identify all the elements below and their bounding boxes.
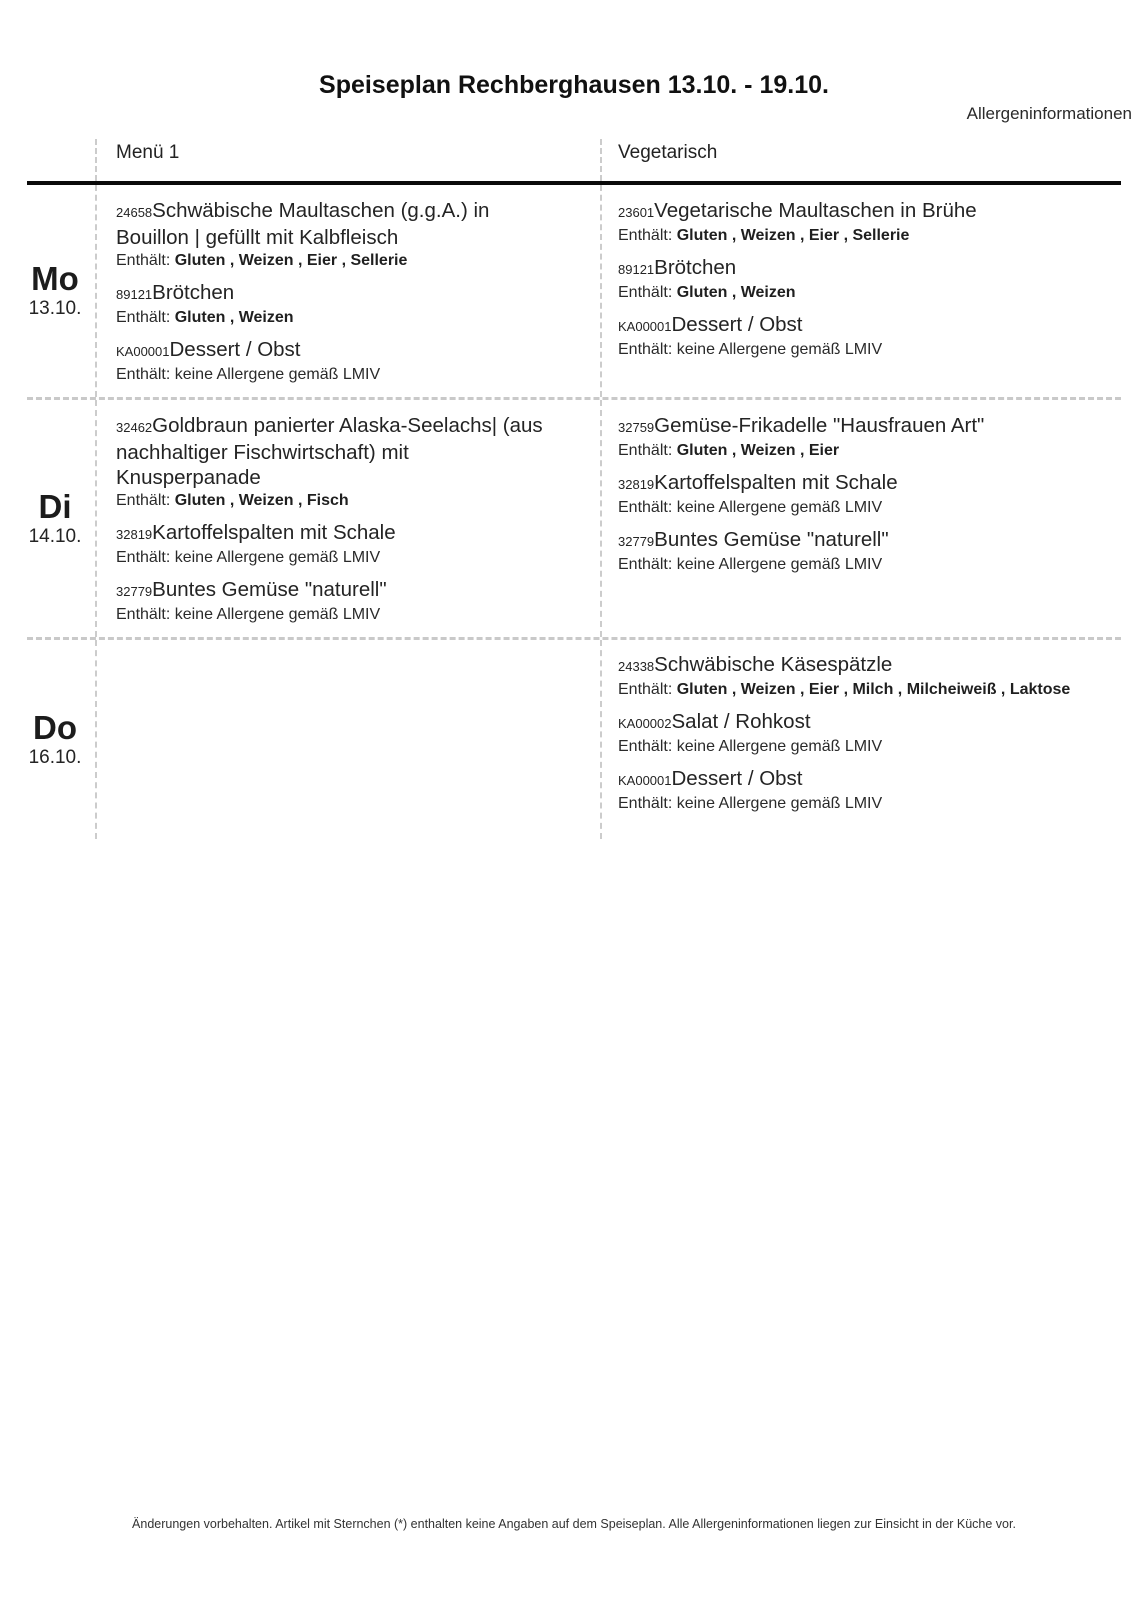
contains-label: Enthält:: [116, 492, 171, 509]
item-title: [618, 527, 1076, 554]
allergen-list: Gluten , Weizen: [174, 309, 294, 326]
contains-label: Enthält:: [618, 738, 673, 755]
menu-item: [618, 470, 1076, 518]
item-allergens: [618, 736, 1076, 757]
item-allergens: [116, 490, 550, 511]
item-allergens: [618, 793, 1076, 814]
allergen-info-label: Allergeninformationen: [966, 104, 1132, 123]
item-title: [116, 337, 550, 364]
allergen-list: keine Allergene gemäß LMIV: [676, 341, 883, 358]
item-name: Dessert / Obst: [671, 767, 803, 790]
item-title: [618, 198, 1076, 225]
allergen-list: keine Allergene gemäß LMIV: [174, 549, 381, 566]
contains-label: Enthält:: [116, 549, 171, 566]
item-name: Schwäbische Käsespätzle: [654, 653, 893, 676]
item-name: Schwäbische Maultaschen (g.g.A.) in Bouillon | gefüllt mit Kalbfleisch: [116, 199, 490, 249]
menu-item: [618, 709, 1076, 757]
item-name: Buntes Gemüse "naturell": [654, 528, 889, 551]
item-title: [618, 470, 1076, 497]
menu-item: [618, 413, 1076, 461]
contains-label: Enthält:: [618, 795, 673, 812]
contains-label: Enthält:: [618, 341, 673, 358]
item-title: [618, 255, 1076, 282]
allergen-list: Gluten , Weizen , Eier: [676, 442, 840, 459]
contains-label: Enthält:: [618, 442, 673, 459]
item-name: Buntes Gemüse "naturell": [152, 578, 387, 601]
menu1-cell-monday: [95, 185, 600, 397]
item-code: 32779: [116, 584, 153, 599]
table-row-monday: [27, 185, 1121, 400]
item-title: [116, 413, 550, 490]
item-allergens: [116, 604, 550, 625]
item-code: 89121: [116, 287, 153, 302]
page-title: Speiseplan Rechberghausen 13.10. - 19.10.: [319, 71, 829, 99]
item-title: [116, 520, 550, 547]
allergen-list: Gluten , Weizen: [676, 284, 796, 301]
item-title: [618, 413, 1076, 440]
item-allergens: [618, 497, 1076, 518]
item-name: Goldbraun panierter Alaska-Seelachs| (aus nachhaltiger Fischwirtschaft) mit Knusperpanade: [116, 414, 543, 489]
day-date: 14.10.: [28, 525, 82, 547]
allergen-list: Gluten , Weizen , Fisch: [174, 492, 349, 509]
item-title: [618, 766, 1076, 793]
contains-label: Enthält:: [618, 499, 673, 516]
table-row-tuesday: [27, 400, 1121, 640]
menu-item: [618, 312, 1076, 360]
item-name: Kartoffelspalten mit Schale: [152, 521, 396, 544]
contains-label: Enthält:: [116, 366, 171, 383]
item-code: 32819: [618, 477, 655, 492]
table-header-row: [27, 139, 1121, 185]
menu-item: [618, 652, 1076, 700]
menu-item: [116, 520, 550, 568]
vegetarisch-cell-monday: [600, 185, 1121, 397]
menu1-cell-tuesday: [95, 400, 600, 637]
item-code: 24338: [618, 659, 655, 674]
item-code: 89121: [618, 262, 655, 277]
item-name: Brötchen: [152, 281, 235, 304]
menu-item: [116, 337, 550, 385]
item-allergens: [618, 282, 1076, 303]
contains-label: Enthält:: [618, 227, 673, 244]
allergen-list: keine Allergene gemäß LMIV: [676, 738, 883, 755]
item-allergens: [618, 554, 1076, 575]
item-name: Dessert / Obst: [169, 338, 301, 361]
allergen-list: keine Allergene gemäß LMIV: [676, 499, 883, 516]
vegetarisch-cell-thursday: [600, 640, 1121, 839]
item-code: 32779: [618, 534, 655, 549]
item-name: Kartoffelspalten mit Schale: [654, 471, 898, 494]
column-header-menu1: Menü 1: [95, 139, 600, 181]
allergen-list: keine Allergene gemäß LMIV: [676, 795, 883, 812]
column-header-vegetarisch: Vegetarisch: [600, 139, 1121, 181]
contains-label: Enthält:: [116, 252, 171, 269]
contains-label: Enthält:: [116, 309, 171, 326]
table-row-thursday: [27, 640, 1121, 839]
menu-item: [116, 280, 550, 328]
menu-item: [116, 198, 550, 271]
vegetarisch-cell-tuesday: [600, 400, 1121, 637]
item-code: KA00001: [618, 319, 672, 334]
contains-label: Enthält:: [116, 606, 171, 623]
menu-item: [618, 527, 1076, 575]
day-abbr: Do: [33, 708, 77, 746]
item-code: KA00002: [618, 716, 672, 731]
meal-plan-table: [27, 139, 1121, 839]
item-code: KA00001: [116, 344, 170, 359]
item-allergens: [116, 547, 550, 568]
menu1-cell-thursday-empty: [95, 640, 600, 839]
day-date: 16.10.: [28, 746, 82, 768]
item-code: KA00001: [618, 773, 672, 788]
item-allergens: [116, 307, 550, 328]
day-cell-monday: [27, 185, 95, 397]
day-date: 13.10.: [28, 298, 82, 319]
item-title: [618, 312, 1076, 339]
day-abbr: Di: [38, 487, 72, 525]
allergen-list: keine Allergene gemäß LMIV: [174, 366, 381, 383]
footer-disclaimer: Änderungen vorbehalten. Artikel mit Sternchen (*) enthalten keine Angaben auf dem Speiseplan. Alle Allergeninformationen liegen zur Einsicht in der Küche vor.: [132, 1517, 1016, 1531]
item-title: [116, 577, 550, 604]
item-name: Dessert / Obst: [671, 313, 803, 336]
item-allergens: [116, 364, 550, 385]
item-allergens: [618, 440, 1076, 461]
item-allergens: [618, 225, 1076, 246]
item-allergens: [116, 250, 550, 271]
day-cell-tuesday: [27, 400, 95, 637]
item-title: [618, 652, 1076, 679]
item-title: [116, 198, 550, 250]
allergen-list: keine Allergene gemäß LMIV: [174, 606, 381, 623]
item-allergens: [618, 339, 1076, 360]
allergen-list: Gluten , Weizen , Eier , Sellerie: [676, 227, 910, 244]
item-code: 24658: [116, 205, 153, 220]
allergen-list: Gluten , Weizen , Eier , Milch , Milcheiweiß , Laktose: [676, 681, 1071, 698]
allergen-list: keine Allergene gemäß LMIV: [676, 556, 883, 573]
menu-item: [618, 198, 1076, 246]
item-allergens: [618, 679, 1076, 700]
contains-label: Enthält:: [618, 681, 673, 698]
item-code: 23601: [618, 205, 655, 220]
item-name: Brötchen: [654, 256, 737, 279]
menu-item: [116, 413, 550, 511]
item-code: 32462: [116, 420, 153, 435]
contains-label: Enthält:: [618, 284, 673, 301]
item-title: [116, 280, 550, 307]
day-cell-thursday: [27, 640, 95, 839]
item-name: Vegetarische Maultaschen in Brühe: [654, 199, 977, 222]
menu-item: [116, 577, 550, 625]
item-code: 32759: [618, 420, 655, 435]
item-name: Gemüse-Frikadelle "Hausfrauen Art": [654, 414, 985, 437]
item-title: [618, 709, 1076, 736]
header-day-corner: [27, 139, 95, 181]
item-code: 32819: [116, 527, 153, 542]
allergen-list: Gluten , Weizen , Eier , Sellerie: [174, 252, 408, 269]
day-abbr: Mo: [31, 260, 79, 297]
contains-label: Enthält:: [618, 556, 673, 573]
item-name: Salat / Rohkost: [671, 710, 811, 733]
menu-item: [618, 255, 1076, 303]
menu-item: [618, 766, 1076, 814]
